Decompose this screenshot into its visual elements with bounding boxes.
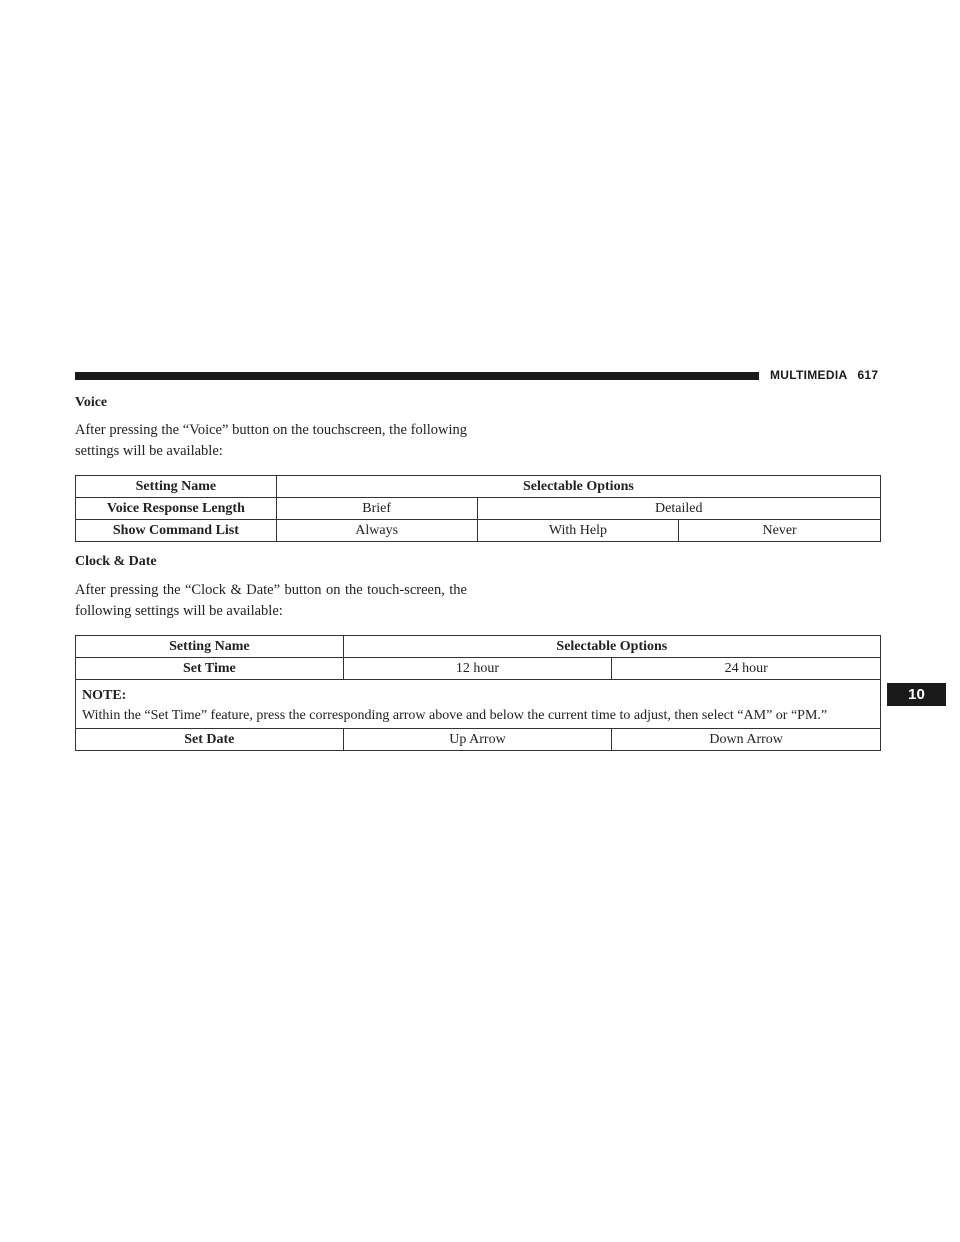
- clock-intro: After pressing the “Clock & Date” button on the touch-screen, the following settings will be available:: [75, 582, 467, 619]
- setting-name: Show Command List: [76, 520, 277, 542]
- setting-name: Voice Response Length: [76, 498, 277, 520]
- option-cell: With Help: [477, 520, 679, 542]
- option-cell: Brief: [276, 498, 477, 520]
- note-text: Within the “Set Time” feature, press the corresponding arrow above and below the current time to adjust, then select “AM” or “PM.”: [82, 708, 828, 723]
- table-row: [76, 729, 881, 751]
- option-cell: Detailed: [477, 498, 880, 520]
- option-cell: 24 hour: [612, 658, 881, 680]
- note-label: NOTE:: [82, 688, 127, 703]
- table-row: [76, 658, 881, 680]
- table-header-row: [76, 476, 881, 498]
- col-setting-name: Setting Name: [76, 636, 344, 658]
- header-rule: [75, 372, 759, 380]
- clock-settings-table: [75, 635, 881, 751]
- option-cell: 12 hour: [343, 658, 612, 680]
- table-row: [76, 520, 881, 542]
- note-cell: [76, 680, 881, 729]
- clock-heading: Clock & Date: [75, 554, 157, 569]
- page-number: 617: [857, 368, 879, 382]
- col-setting-name: Setting Name: [76, 476, 277, 498]
- option-cell: Up Arrow: [343, 729, 612, 751]
- note-row: [76, 680, 881, 729]
- option-cell: Always: [276, 520, 477, 542]
- option-cell: Down Arrow: [612, 729, 881, 751]
- voice-heading: Voice: [75, 395, 108, 410]
- table-row: [76, 498, 881, 520]
- table-header-row: [76, 636, 881, 658]
- setting-name: Set Date: [76, 729, 344, 751]
- voice-intro: After pressing the “Voice” button on the touchscreen, the following settings will be available:: [75, 422, 467, 459]
- option-cell: Never: [679, 520, 881, 542]
- chapter-tab: 10: [887, 683, 946, 706]
- col-selectable-options: Selectable Options: [343, 636, 880, 658]
- running-header: [770, 368, 878, 382]
- setting-name: Set Time: [76, 658, 344, 680]
- col-selectable-options: Selectable Options: [276, 476, 880, 498]
- section-title: MULTIMEDIA: [770, 368, 848, 382]
- voice-settings-table: [75, 475, 881, 542]
